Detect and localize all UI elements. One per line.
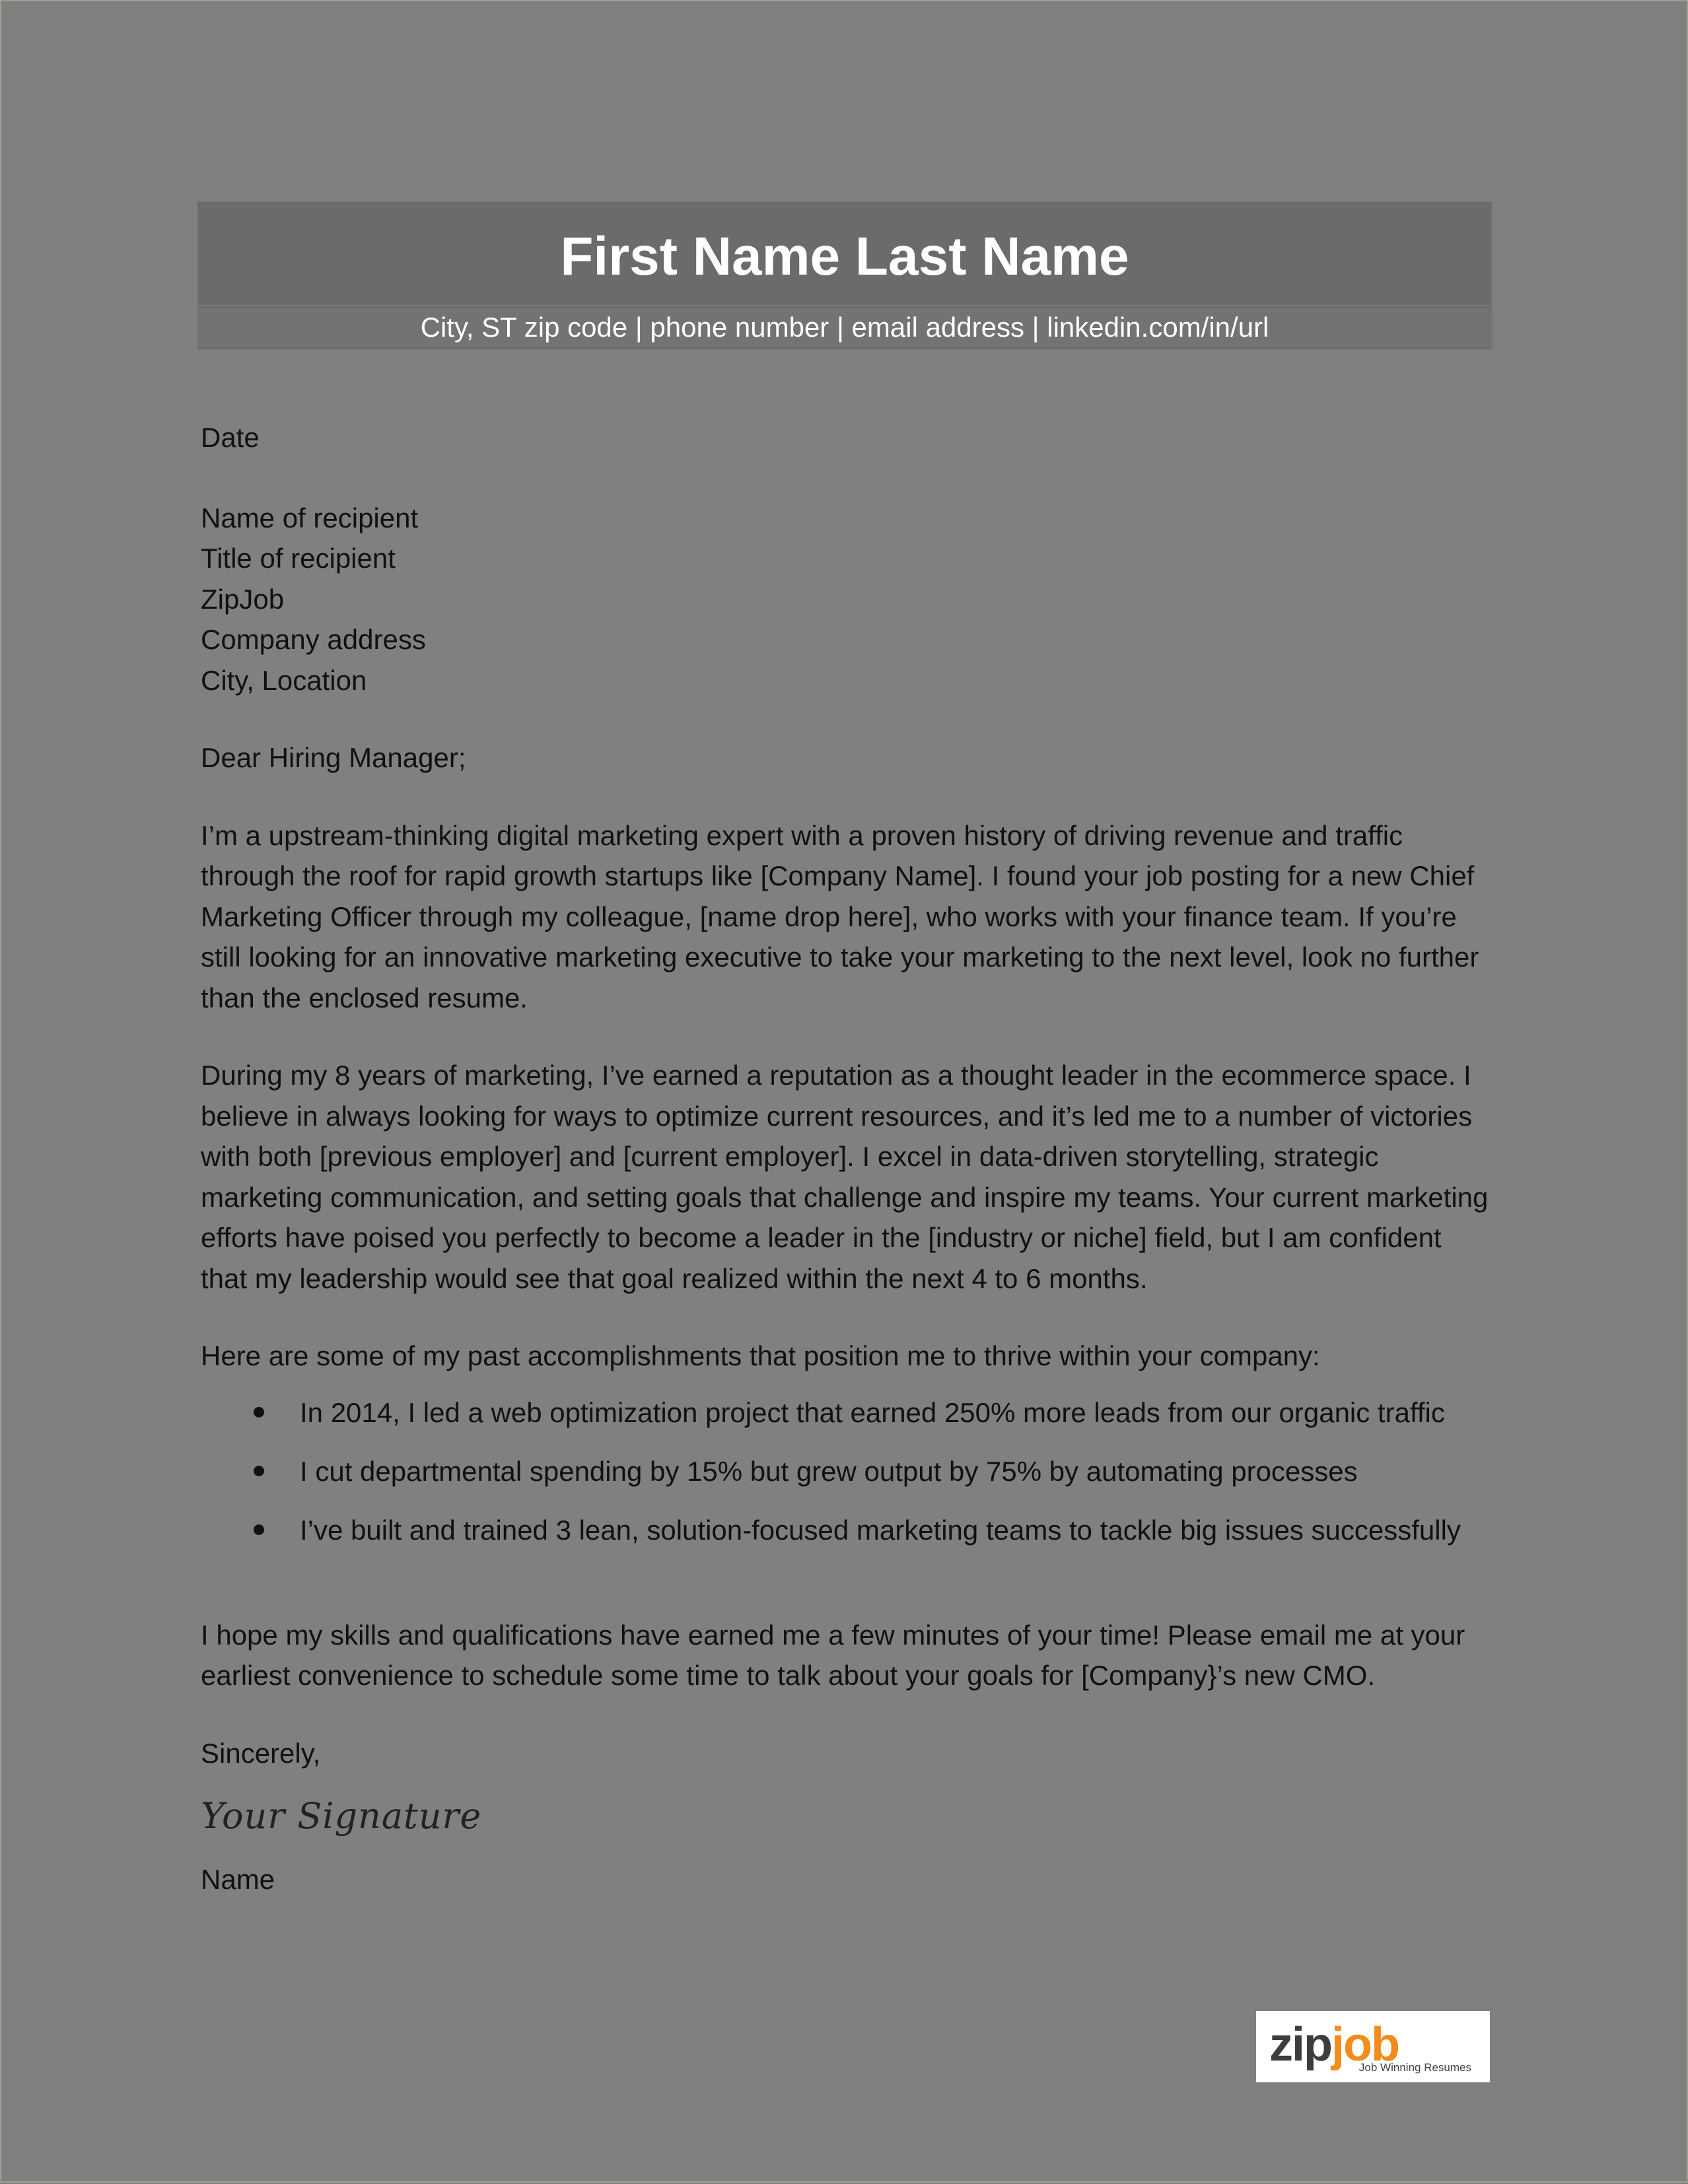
closing: Sincerely, bbox=[201, 1737, 321, 1769]
letter-header bbox=[197, 201, 1493, 350]
recipient-title: Title of recipient bbox=[201, 543, 396, 574]
letter-body bbox=[201, 417, 1495, 1900]
accomplishments-list bbox=[201, 1392, 1495, 1569]
salutation: Dear Hiring Manager; bbox=[201, 742, 466, 773]
list-item bbox=[201, 1510, 1495, 1569]
recipient-address: Company address bbox=[201, 624, 426, 655]
bullet-icon bbox=[254, 1524, 264, 1535]
paragraph-closing: I hope my skills and qualifications have earned me a few minutes of your time! Please email me at your earliest convenience to schedule some time to talk about your goals for [Company}’s new CMO. bbox=[201, 1619, 1465, 1691]
accomplishment-text: I cut departmental spending by 15% but grew output by 75% by automating processes bbox=[300, 1455, 1358, 1487]
recipient-city: City, Location bbox=[201, 664, 367, 696]
signature: Your Signature bbox=[201, 1795, 482, 1837]
logo-job-text: job bbox=[1331, 2018, 1399, 2071]
accomplishment-text: In 2014, I led a web optimization project that earned 250% more leads from our organic traffic bbox=[300, 1396, 1445, 1428]
logo-zip-text: zip bbox=[1269, 2018, 1331, 2071]
applicant-name: First Name Last Name bbox=[560, 226, 1129, 287]
bullet-icon bbox=[254, 1466, 264, 1476]
list-item bbox=[201, 1392, 1495, 1451]
zipjob-logo bbox=[1256, 2011, 1490, 2082]
logo-tagline: Job Winning Resumes bbox=[1358, 2061, 1471, 2074]
accomplishment-text: I’ve built and trained 3 lean, solution-focused marketing teams to tackle big issues successfully bbox=[300, 1514, 1461, 1546]
accomplishments-intro: Here are some of my past accomplishments that position me to thrive within your company: bbox=[201, 1340, 1320, 1371]
paragraph-experience: During my 8 years of marketing, I’ve earned a reputation as a thought leader in the ecommerce space. I believe in always looking for ways to optimize current resources, and it’s led me to a number of victories with both [previous employer] and [current employer]. I excel in data-driven storytelling, strategic marketing communication, and setting goals that challenge and inspire my teams. Your current marketing efforts have poised you perfectly to become a leader in the [industry or niche] field, but I am confident that my leadership would see that goal realized within the next 4 to 6 months. bbox=[201, 1060, 1489, 1294]
signoff-name: Name bbox=[201, 1864, 275, 1895]
paragraph-intro: I’m a upstream-thinking digital marketing expert with a proven history of driving revenue and traffic through the roof for rapid growth startups like [Company Name]. I found your job posting for a new Chief Marketing Officer through my colleague, [name drop here], who works with your finance team. If you’re still looking for an innovative marketing executive to take your marketing to the next level, look no further than the enclosed resume. bbox=[201, 819, 1479, 1013]
letter-date: Date bbox=[201, 422, 260, 453]
letter-page bbox=[1, 1, 1688, 2184]
recipient-company: ZipJob bbox=[201, 583, 285, 615]
header-divider bbox=[198, 305, 1491, 306]
bullet-icon bbox=[254, 1407, 264, 1417]
list-item bbox=[201, 1451, 1495, 1510]
contact-line: City, ST zip code | phone number | email address | linkedin.com/in/url bbox=[198, 308, 1491, 347]
recipient-name: Name of recipient bbox=[201, 502, 419, 533]
recipient-block bbox=[201, 498, 1495, 701]
